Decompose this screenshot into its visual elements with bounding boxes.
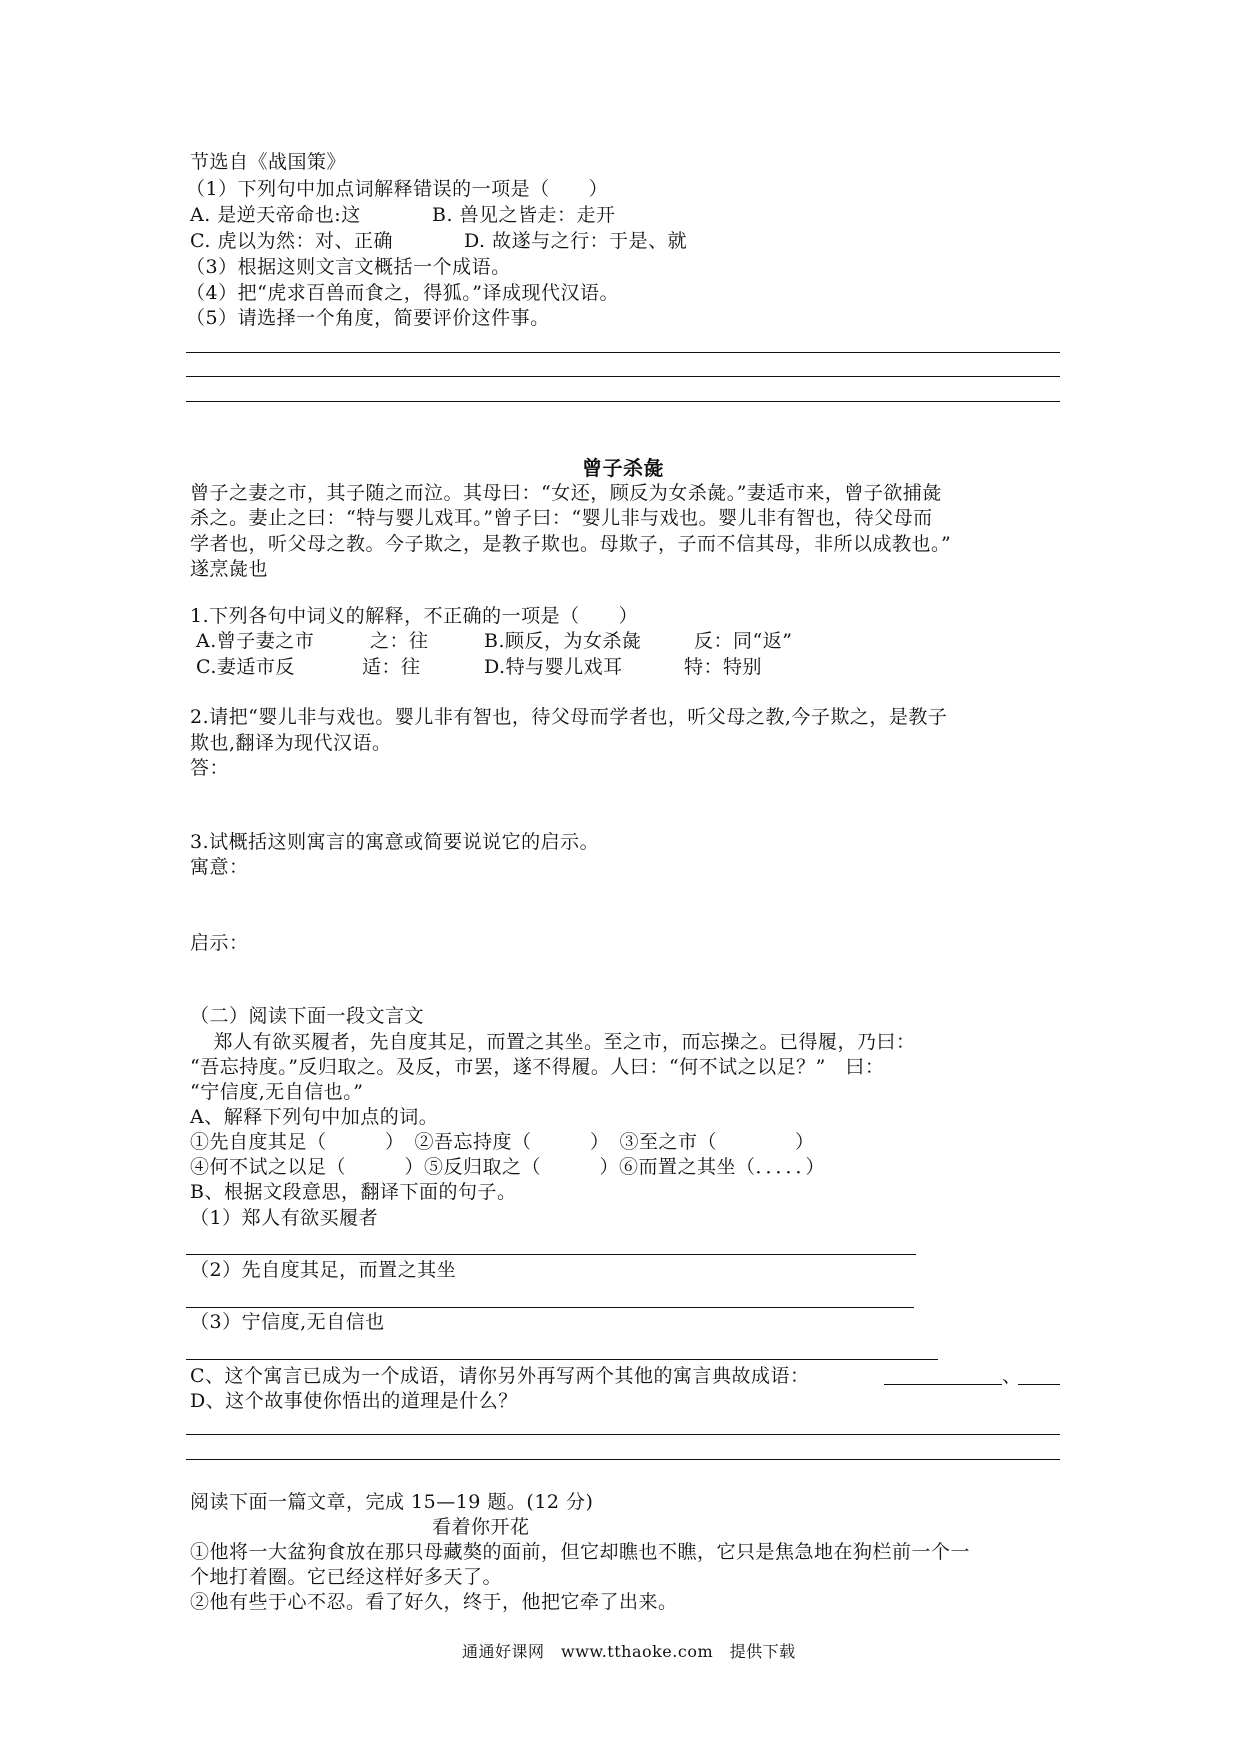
passage-title: 曾子杀彘 [582,456,664,480]
translation-item: （1）郑人有欲买履者 [190,1207,379,1229]
article-paragraph: ①他将一大盆狗食放在那只母藏獒的面前，但它却瞧也不瞧，它只是焦急地在狗栏前一个一 [190,1541,971,1563]
option-d: D. 故遂与之行：于是、就 [464,230,688,252]
part-b-heading: B、根据文段意思，翻译下面的句子。 [190,1181,517,1203]
blank-separator: 、 [1002,1365,1022,1387]
option-a: A. 是逆天帝命也:这 [190,204,361,226]
part-a-heading: A、解释下列句中加点的词。 [190,1106,439,1128]
option-c: C.妻适市反 [196,656,295,678]
answer-line[interactable] [186,376,1060,377]
question-5: （5）请选择一个角度，简要评价这件事。 [186,307,550,329]
option-d: D.特与婴儿戏耳 [484,656,623,678]
answer-line[interactable] [186,1434,1060,1435]
source-line: 节选自《战国策》 [190,151,347,173]
moral-label: 寓意： [190,856,249,878]
question-2: 2.请把“婴儿非与戏也。婴儿非有智也，待父母而学者也，听父母之教,今子欺之，是教子 [190,706,948,728]
answer-blank[interactable] [1018,1384,1060,1385]
question-3: （3）根据这则文言文概括一个成语。 [186,256,511,278]
passage-line: “宁信度,无自信也。” [190,1081,364,1103]
passage-line: “吾忘持度。”反归取之。及反，市罢，遂不得履。人曰：“何不试之以足？” 曰： [190,1056,885,1078]
passage-line: 学者也，听父母之教。今子欺之，是教子欺也。母欺子，子而不信其母，非所以成教也。” [190,533,952,555]
answer-blank[interactable] [884,1384,1002,1385]
question-1: 1.下列各句中词义的解释，不正确的一项是（ ） [190,605,639,627]
option-b-explanation: 反：同“返” [694,630,793,652]
passage-line: 遂烹彘也 [190,558,269,580]
passage-line: 杀之。妻止之曰：“特与婴儿戏耳。”曾子曰：“婴儿非与戏也。婴儿非有智也，待父母而 [190,507,933,529]
part-a-row: ④何不试之以足（ ）⑤反归取之（ ）⑥而置之其坐（．．．．．） [190,1156,826,1178]
option-a: A.曾子妻之市 [196,630,315,652]
option-b: B. 兽见之皆走：走开 [432,204,616,226]
option-a-explanation: 之：往 [370,630,429,652]
answer-line[interactable] [186,1254,916,1255]
question-2: 欺也,翻译为现代汉语。 [190,732,392,754]
question-4: （4）把“虎求百兽而食之，得狐。”译成现代汉语。 [186,282,620,304]
option-c-explanation: 适：往 [362,656,421,678]
article-paragraph: ②他有些于心不忍。看了好久，终于，他把它牵了出来。 [190,1591,678,1613]
page-footer: 通通好课网 www.tthaoke.com 提供下载 [462,1642,796,1661]
option-b: B.顾反，为女杀彘 [484,630,642,652]
answer-line[interactable] [186,352,1060,353]
article-paragraph: 个地打着圈。它已经这样好多天了。 [190,1566,503,1588]
article-title: 看着你开花 [432,1516,530,1538]
answer-line[interactable] [186,401,1060,402]
part-c: C、这个寓言已成为一个成语，请你另外再写两个其他的寓言典故成语： [190,1365,810,1387]
part-d: D、这个故事使你悟出的道理是什么？ [190,1390,518,1412]
option-c: C. 虎以为然：对、正确 [190,230,393,252]
translation-item: （2）先自度其足，而置之其坐 [190,1259,457,1281]
passage-line: 郑人有欲买履者，先自度其足，而置之其坐。至之市，而忘操之。已得履，乃曰： [194,1031,916,1053]
translation-item: （3）宁信度,无自信也 [190,1311,385,1333]
question-1: （1）下列句中加点词解释错误的一项是（ ） [186,178,609,200]
answer-label: 答： [190,757,230,779]
part-a-row: ①先自度其足（ ） ②吾忘持度（ ） ③至之市（ ） [190,1131,815,1153]
passage-line: 曾子之妻之市，其子随之而泣。其母曰：“女还，顾反为女杀彘。”妻适市来，曾子欲捕彘 [190,482,942,504]
question-3: 3.试概括这则寓言的寓意或简要说说它的启示。 [190,831,600,853]
insight-label: 启示： [190,932,249,954]
section-heading: （二）阅读下面一段文言文 [190,1005,425,1027]
answer-line[interactable] [186,1359,938,1360]
answer-line[interactable] [186,1307,914,1308]
answer-line[interactable] [186,1459,1060,1460]
section-heading: 阅读下面一篇文章，完成 15—19 题。(12 分) [190,1491,594,1513]
option-d-explanation: 特：特别 [684,656,763,678]
